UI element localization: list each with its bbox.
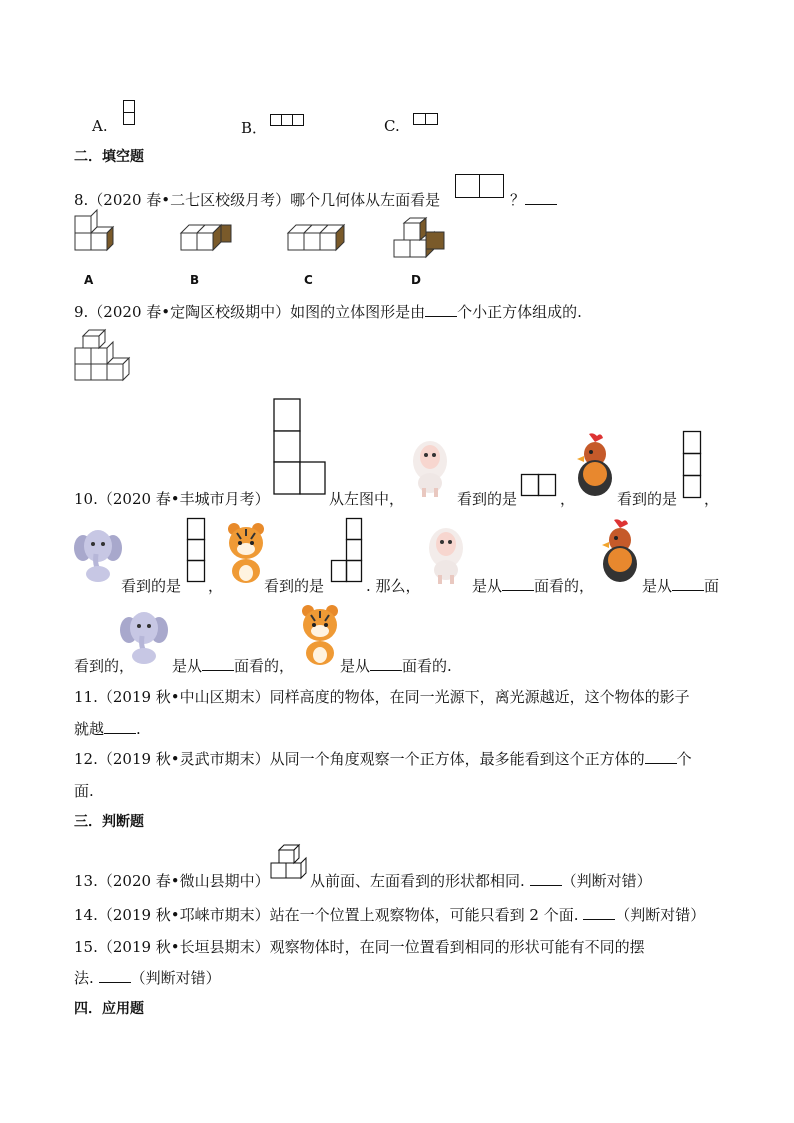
q10-face-saw-2: 面看的， xyxy=(234,657,295,675)
option-a-figure xyxy=(123,100,135,126)
q8-label-c: C xyxy=(304,273,313,287)
elephant-icon xyxy=(120,608,168,664)
q10-main-figure xyxy=(273,398,327,496)
q8-answer-blank[interactable] xyxy=(525,190,557,205)
q13-answer-blank[interactable] xyxy=(530,871,562,886)
q10-prefix: 10.（2020 春•丰城市月考） xyxy=(74,490,270,508)
q10-saw-de: 看到的， xyxy=(74,657,135,675)
q8-figure-c xyxy=(287,225,347,265)
section-title-fill-blank: 二．填空题 xyxy=(74,149,144,165)
q10-saw-3: 看到的是 xyxy=(121,577,182,595)
q10-comma-3: ， xyxy=(208,577,224,595)
q8-figure-d xyxy=(393,218,449,264)
q9-text-end: 个小正方体组成的. xyxy=(457,303,582,321)
q8-label-d: D xyxy=(411,273,421,287)
q14-judge: （判断对错） xyxy=(615,906,706,924)
q9-text: 9.（2020 春•定陶区校级期中）如图的立体图形是由 xyxy=(74,303,426,321)
q8-target-view xyxy=(455,174,505,198)
elephant-icon xyxy=(74,526,122,582)
option-b-figure xyxy=(270,114,304,126)
q11-end: . xyxy=(136,720,141,738)
option-c-label: C. xyxy=(384,117,400,135)
q10-view-tiger xyxy=(331,518,365,584)
q8-figure-a xyxy=(74,215,124,261)
q10-blank-sheep[interactable] xyxy=(502,576,534,591)
q9-answer-blank[interactable] xyxy=(425,302,457,317)
q8-question-mark: ？ xyxy=(510,191,526,209)
q10-blank-elephant[interactable] xyxy=(202,656,234,671)
option-c-figure xyxy=(413,113,439,125)
q10-then: . 那么， xyxy=(366,577,421,595)
q10-from-left: 从左图中， xyxy=(329,490,405,508)
q13-judge: （判断对错） xyxy=(561,872,652,890)
q11-answer-blank[interactable] xyxy=(104,719,136,734)
q15-judge: （判断对错） xyxy=(130,969,221,987)
q10-is-from-4: 是从 xyxy=(340,657,371,675)
q15-line2: 法. xyxy=(74,969,94,987)
q13-figure xyxy=(270,845,308,881)
q10-view-sheep xyxy=(521,474,557,496)
q10-blank-rooster[interactable] xyxy=(672,576,704,591)
section-title-true-false: 三．判断题 xyxy=(74,814,144,830)
sheep-icon xyxy=(410,433,450,498)
q8-text: 8.（2020 春•二七区校级月考）哪个几何体从左面看是 xyxy=(74,191,441,209)
q10-face-1: 面 xyxy=(704,577,720,595)
option-b-label: B． xyxy=(241,119,268,137)
q15-line1: 15.（2019 秋•长垣县期末）观察物体时，在同一位置看到相同的形状可能有不同的摆 xyxy=(74,938,645,956)
q8-label-a: A xyxy=(84,273,94,287)
q10-comma-1: ， xyxy=(560,490,576,508)
q10-saw-1: 看到的是 xyxy=(457,490,518,508)
section-title-application: 四．应用题 xyxy=(74,1001,144,1017)
q14-answer-blank[interactable] xyxy=(583,905,615,920)
q10-comma-2: ， xyxy=(704,490,720,508)
q14-text: 14.（2019 秋•邛崃市期末）站在一个位置上观察物体，可能只看到 2 个面. xyxy=(74,906,579,924)
q11-line2: 就越 xyxy=(74,720,105,738)
q10-face-saw-1: 面看的， xyxy=(534,577,595,595)
q12-answer-blank[interactable] xyxy=(645,749,677,764)
q12-line1-end: 个 xyxy=(676,750,692,768)
q10-face-end: 面看的. xyxy=(402,657,452,675)
option-a-label: A. xyxy=(92,117,108,135)
q11-line1: 11.（2019 秋•中山区期末）同样高度的物体，在同一光源下，离光源越近，这个物体的影子 xyxy=(74,688,690,706)
q12-line1: 12.（2019 秋•灵武市期末）从同一个角度观察一个正方体，最多能看到这个正方体的 xyxy=(74,750,645,768)
tiger-icon xyxy=(225,521,267,583)
q10-saw-2: 看到的是 xyxy=(617,490,678,508)
q10-is-from-2: 是从 xyxy=(642,577,673,595)
rooster-icon xyxy=(575,432,615,498)
q13-text-end: 从前面、左面看到的形状都相同. xyxy=(310,872,525,890)
sheep-icon xyxy=(426,520,466,585)
q10-view-rooster xyxy=(683,431,703,499)
q9-figure xyxy=(74,330,130,382)
q10-saw-4: 看到的是 xyxy=(264,577,325,595)
q13-text: 13.（2020 春•微山县期中） xyxy=(74,872,270,890)
q10-view-elephant xyxy=(187,518,207,584)
rooster-icon xyxy=(600,518,640,584)
q8-label-b: B xyxy=(190,273,200,287)
q10-is-from-3: 是从 xyxy=(172,657,203,675)
q10-is-from-1: 是从 xyxy=(472,577,503,595)
tiger-icon xyxy=(299,603,341,665)
q15-answer-blank[interactable] xyxy=(99,968,131,983)
q8-figure-b xyxy=(180,225,236,265)
q10-blank-tiger[interactable] xyxy=(370,656,402,671)
q12-line2: 面. xyxy=(74,782,94,800)
